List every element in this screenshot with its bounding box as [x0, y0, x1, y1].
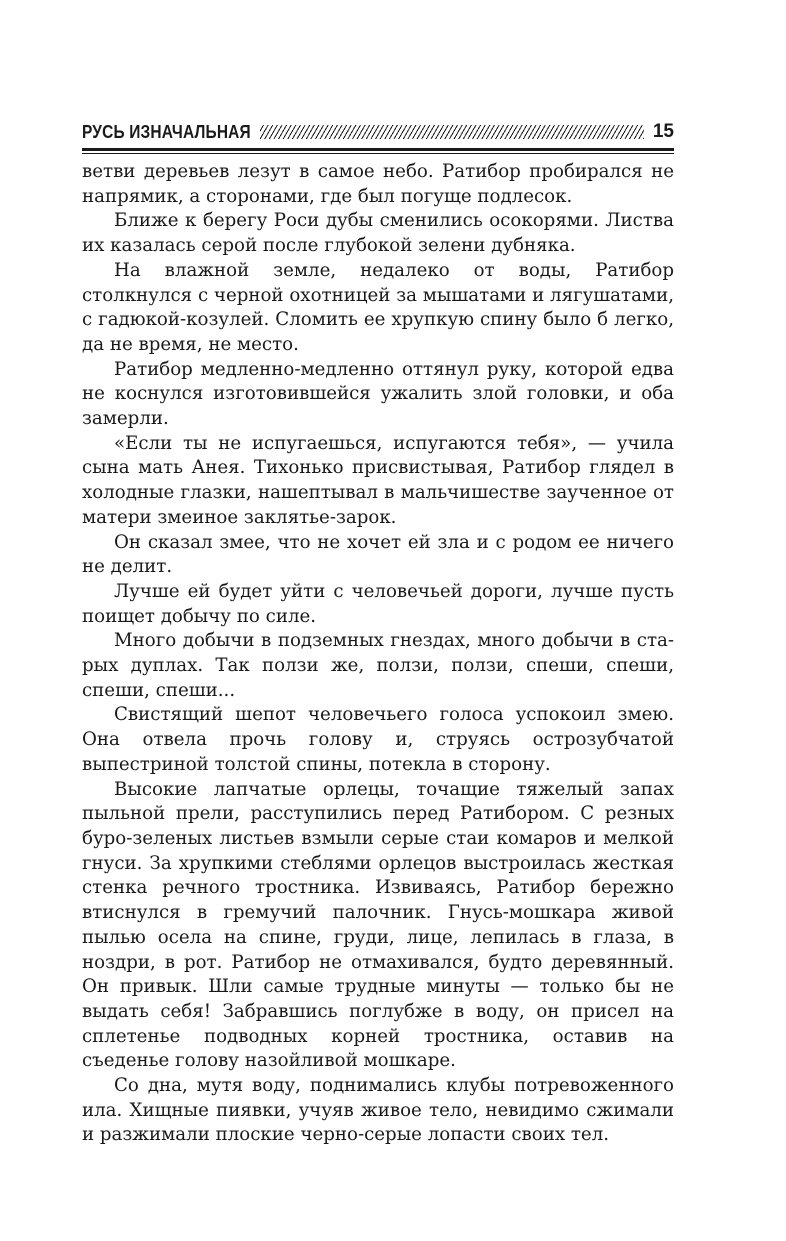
paragraph: Ратибор медленно-медленно оттянул руку, которой едва не коснулся изготовившейся ужалить злой головки, и оба замерли. [82, 358, 674, 430]
header-rule-thin [82, 153, 674, 154]
header-hatch-ornament [260, 125, 644, 139]
book-page [82, 0, 674, 1241]
paragraph: Со дна, мутя воду, поднимались клубы потревоженного ила. Хищные пиявки, учуяв живое тело, невидимо сжимали и разжимали плоские черно-серые лопасти своих тел. [82, 1075, 674, 1146]
paragraph: Он сказал змее, что не хочет ей зла и с родом ее ничего не делит. [82, 531, 674, 578]
header-rule [82, 148, 674, 151]
paragraph: Ближе к берегу Роси дубы сменились осокорями. Листва их казалась серой после глубокой зелени дубняка. [82, 210, 674, 257]
paragraph: На влажной земле, недалеко от воды, Ратибор столкнулся с черной охотницей за мышатами и лягушатами, с гадюкой-козулей. Сломить ее хрупкую спину было б легко, да не время, не место. [82, 259, 674, 355]
running-header [82, 117, 674, 147]
paragraph: Высокие лапчатые орлецы, точащие тяжелый запах пыльной прели, расступились перед Ратибором. С резных буро-зеленых листьев взмыли серые стаи комаров и мелкой гнуси. За хрупкими стеблями орлецов выстроилась жесткая стенка речного тростника. Извиваясь, Ратибор бережно втиснулся в гремучий палочник. Гнусь-мошкара живой пылью осела на спине, груди, лице, лепилась в глаза, в ноздри, в рот. Ратибор не отмахивался, будто деревянный. Он привык. Шли самые трудные минуты — только бы не выдать себя! Забравшись поглубже в воду, он присел на сплетенье подводных корней тростника, оставив на съеденье голову назойливой мошкаре. [82, 778, 674, 1072]
paragraph: «Если ты не испугаешься, испугаются тебя», — учила сына мать Анея. Тихонько присвистывая, Ратибор глядел в холодные глазки, нашептывал в мальчишестве заученное от матери змеиное заклятье-зарок. [82, 432, 674, 528]
paragraph: ветви деревьев лезут в самое небо. Ратибор пробирался не напрямик, а сторонами, где был погуще подлесок. [82, 161, 674, 207]
paragraph: Много добычи в подземных гнездах, много добычи в старых дуплах. Так ползи же, ползи, ползи, спеши, спеши, спеши, спеши... [82, 630, 674, 701]
body-text [82, 160, 674, 1148]
page-number: 15 [652, 121, 674, 142]
paragraph: Лучше ей будет уйти с человечьей дороги, лучше пусть поищет добычу по силе. [82, 580, 674, 627]
book-title: РУСЬ ИЗНАЧАЛЬНАЯ [82, 121, 251, 142]
paragraph: Свистящий шепот человечьего голоса успокоил змею. Она отвела прочь голову и, струясь острозубчатой выпестриной толстой спины, потекла в сторону. [82, 704, 674, 775]
